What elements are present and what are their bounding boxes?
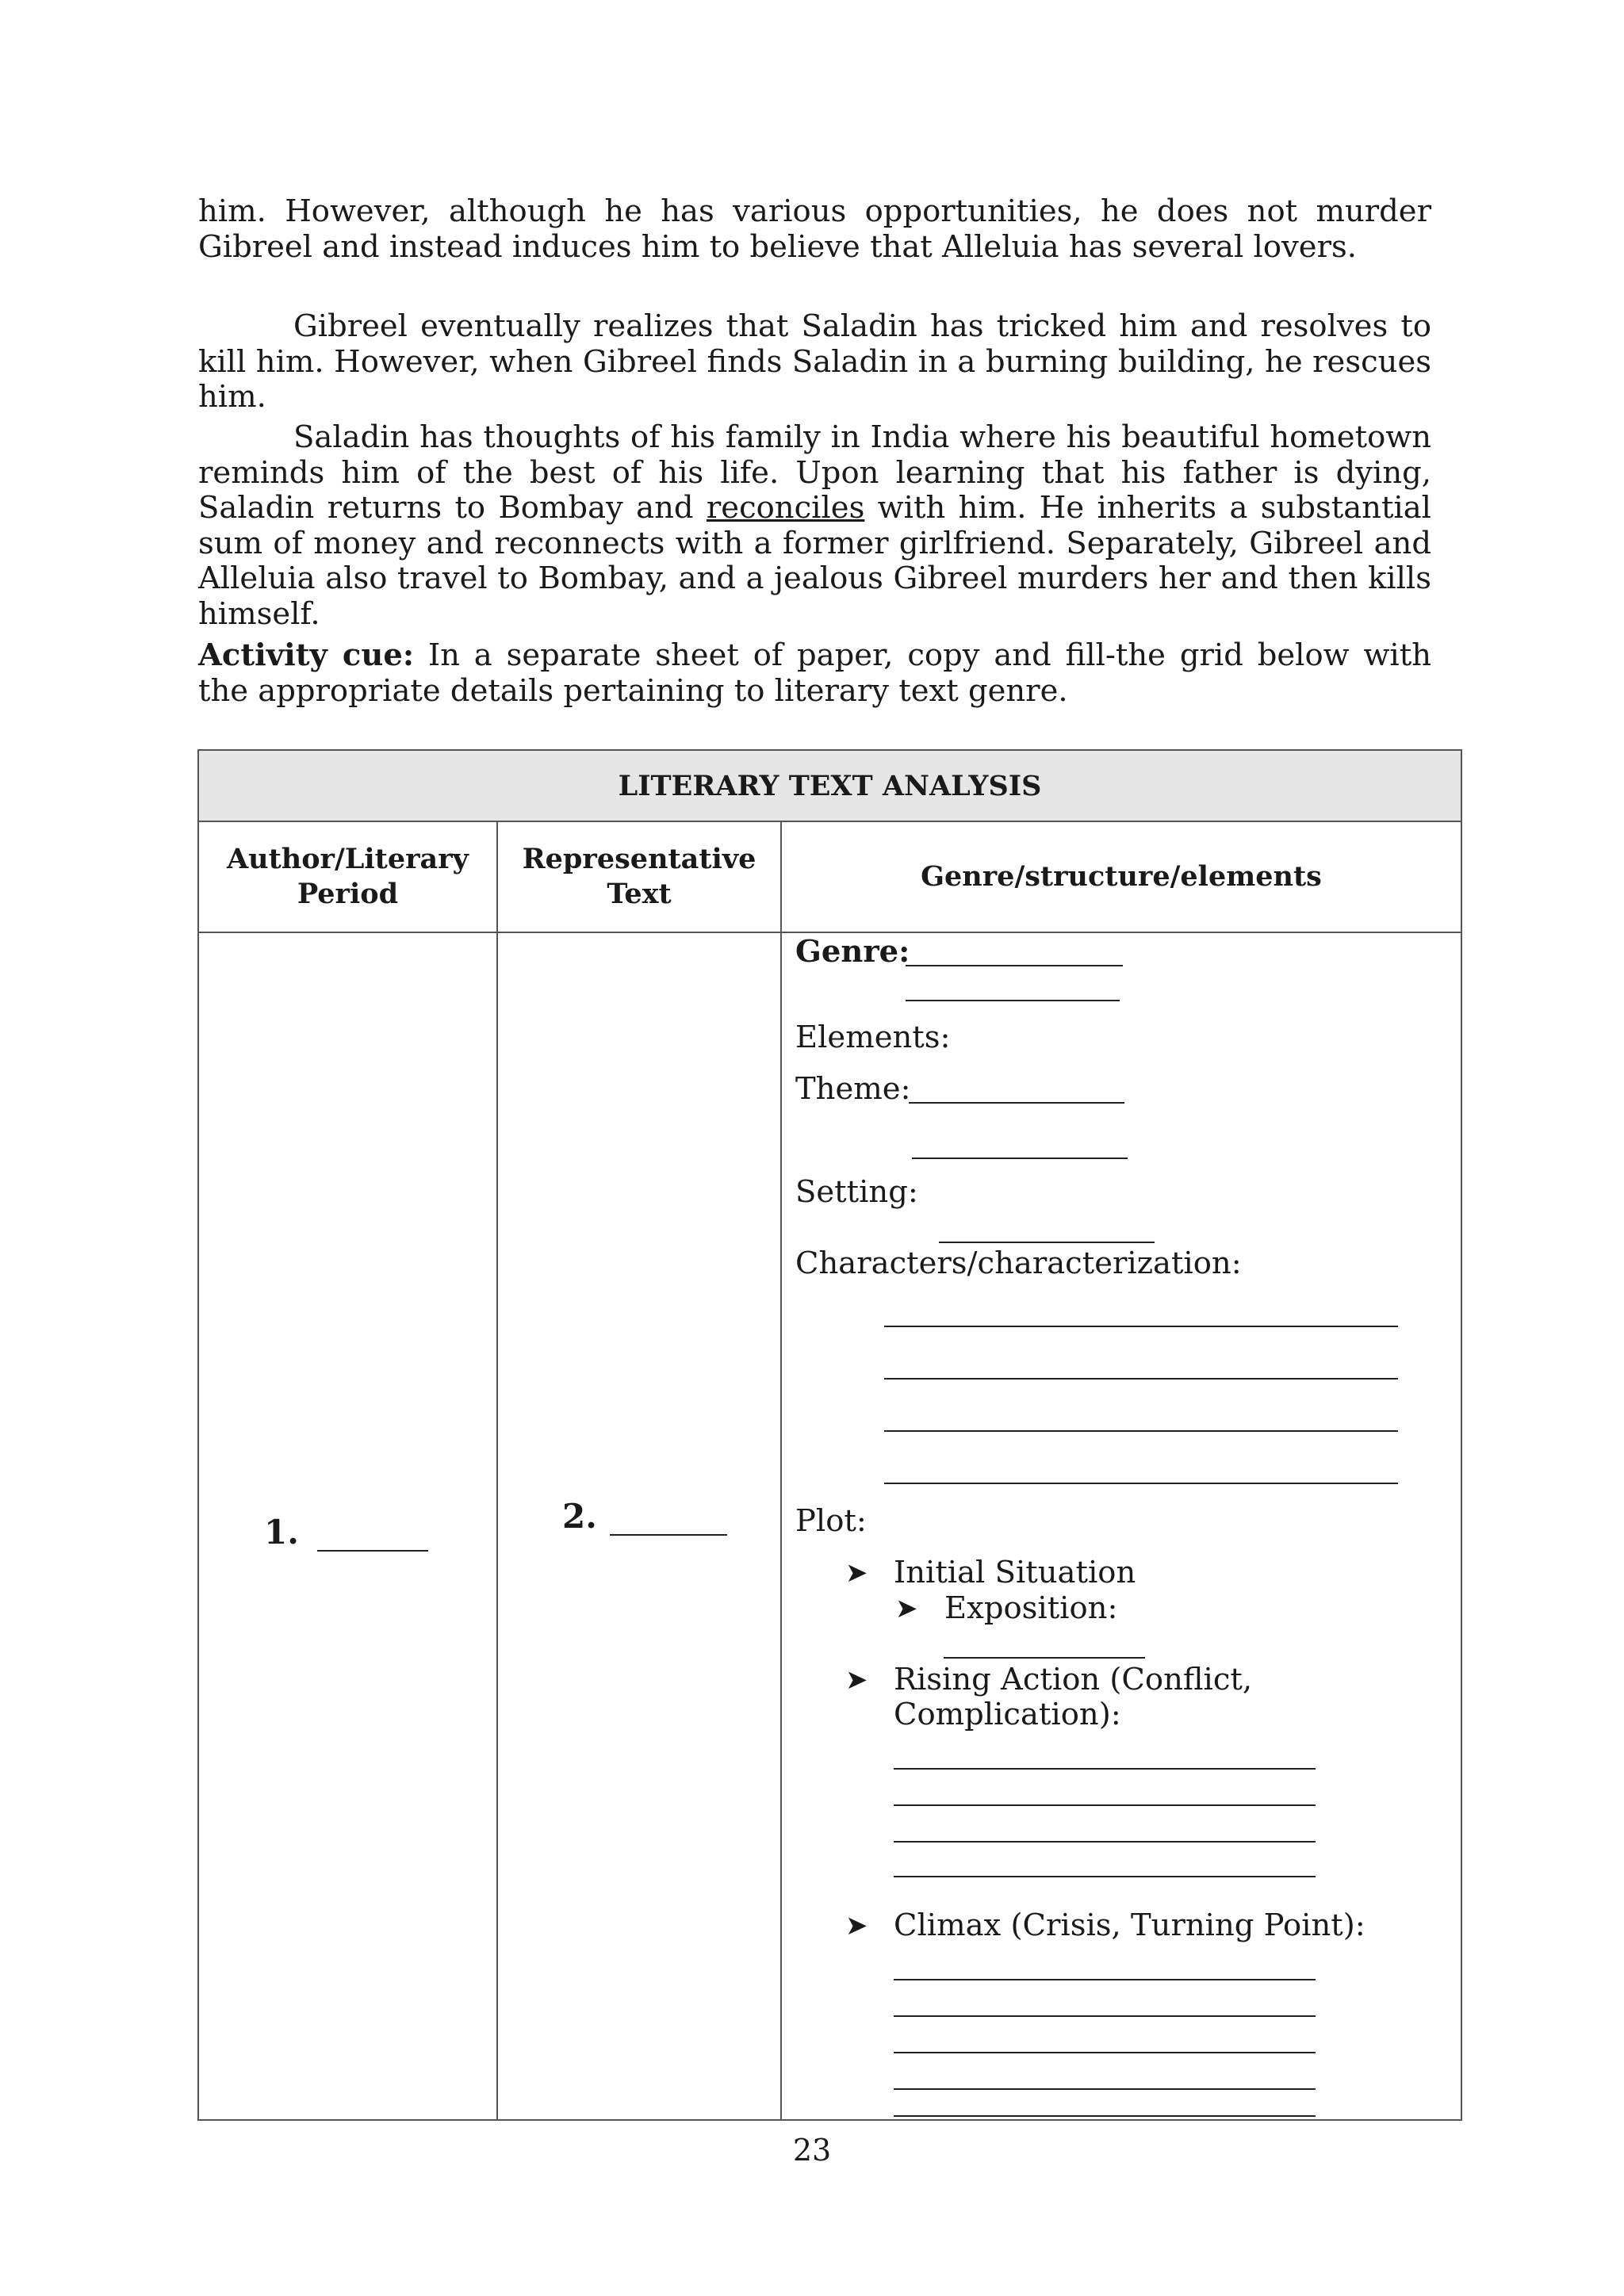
rising-action-blank[interactable] — [894, 1804, 1316, 1806]
rising-action-label-2: Complication): — [894, 1697, 1121, 1732]
climax-blank[interactable] — [894, 2115, 1316, 2117]
theme-label: Theme: — [795, 1071, 911, 1107]
rising-action-blank[interactable] — [894, 1768, 1316, 1770]
arrow-bullet-icon: ➤ — [845, 1910, 868, 1942]
exposition-label: Exposition: — [944, 1590, 1118, 1626]
page-number: 23 — [792, 2133, 832, 2168]
exposition-blank[interactable] — [944, 1657, 1145, 1659]
setting-label: Setting: — [795, 1174, 918, 1210]
divider — [199, 932, 1461, 933]
column-header-genre: Genre/structure/elements — [921, 860, 1322, 893]
activity-cue: Activity cue: In a separate sheet of paper, copy and fill-the grid below with the appropriate details pertaining to literary text genre. — [198, 637, 1431, 709]
genre-blank[interactable] — [906, 965, 1123, 966]
genre-label: Genre: — [795, 934, 910, 970]
climax-blank[interactable] — [894, 2052, 1316, 2053]
divider — [496, 821, 498, 2119]
column-header-author: Author/Literary Period — [226, 843, 469, 910]
climax-label: Climax (Crisis, Turning Point): — [894, 1908, 1365, 1943]
answer-blank-text[interactable] — [610, 1534, 727, 1536]
plot-label: Plot: — [795, 1503, 867, 1539]
arrow-bullet-icon: ➤ — [895, 1593, 918, 1624]
characters-blank[interactable] — [884, 1378, 1398, 1380]
characters-label: Characters/characterization: — [795, 1246, 1242, 1281]
item-number-1: 1. — [264, 1513, 299, 1552]
theme-blank[interactable] — [912, 1158, 1128, 1159]
rising-action-blank[interactable] — [894, 1841, 1316, 1843]
characters-blank[interactable] — [884, 1430, 1398, 1432]
climax-blank[interactable] — [894, 2088, 1316, 2090]
characters-blank[interactable] — [884, 1326, 1398, 1327]
item-number-2: 2. — [562, 1497, 597, 1536]
answer-blank-author[interactable] — [317, 1550, 428, 1552]
arrow-bullet-icon: ➤ — [845, 1664, 868, 1696]
column-header-text: Representative Text — [522, 843, 756, 910]
arrow-bullet-icon: ➤ — [845, 1557, 868, 1589]
rising-action-blank[interactable] — [894, 1876, 1316, 1877]
elements-label: Elements: — [795, 1020, 951, 1055]
setting-blank[interactable] — [939, 1242, 1155, 1243]
climax-blank[interactable] — [894, 1979, 1316, 1980]
grid-title: LITERARY TEXT ANALYSIS — [199, 751, 1461, 821]
paragraph-1: him. However, although he has various opportunities, he does not murder Gibreel and instead induces him to believe that Alleluia has several lovers. — [198, 193, 1431, 265]
rising-action-label-1: Rising Action (Conflict, — [894, 1662, 1253, 1697]
genre-blank[interactable] — [906, 1000, 1120, 1001]
paragraph-2: Gibreel eventually realizes that Saladin has tricked him and resolves to kill him. However, when Gibreel finds Saladin in a burning building, he rescues him. — [198, 308, 1431, 415]
underlined-word: reconciles — [706, 490, 865, 526]
activity-cue-label: Activity cue: — [198, 637, 415, 673]
literary-analysis-grid — [197, 749, 1462, 2121]
paragraph-3: Saladin has thoughts of his family in India where his beautiful hometown reminds him of the best of his life. Upon learning that his father is dying, Saladin returns to Bombay and reconciles with him. He inherits a substantial sum of money and reconnects with a former girlfriend. Separately, Gibreel and Alleluia also travel to Bombay, and a jealous Gibreel murders her and then kills himself. — [198, 419, 1431, 632]
divider — [780, 821, 782, 2119]
climax-blank[interactable] — [894, 2015, 1316, 2017]
initial-situation-label: Initial Situation — [894, 1555, 1136, 1590]
characters-blank[interactable] — [884, 1483, 1398, 1484]
theme-blank[interactable] — [909, 1102, 1124, 1104]
